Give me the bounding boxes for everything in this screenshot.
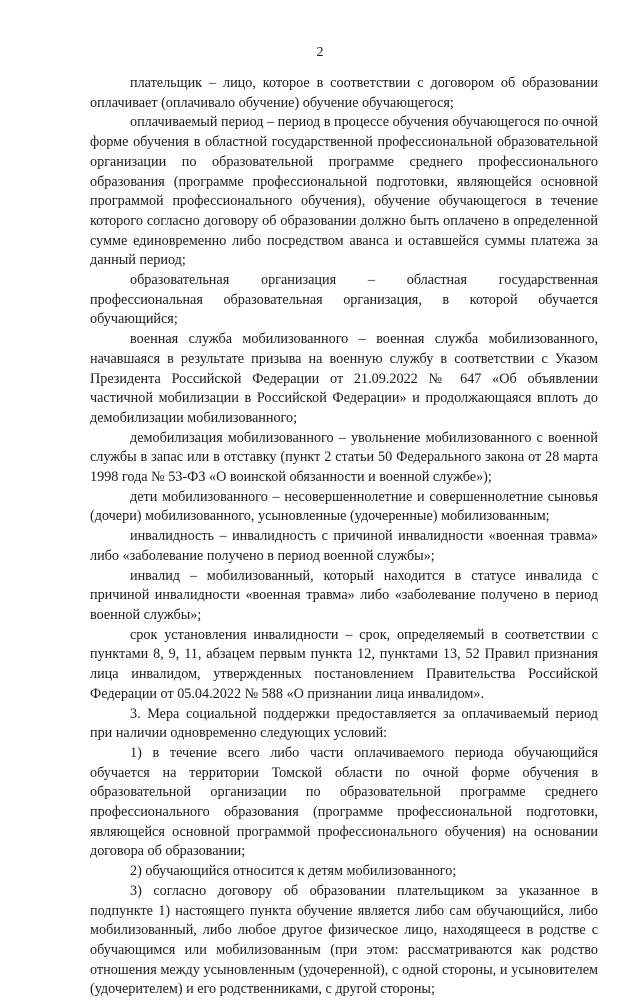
clause-3-item-3: 3) согласно договору об образовании плательщиком за указанное в подпункте 1) настоящего пункта обучение является либо сам обучающийся, либо мобилизованный, либо любое другое физическое лицо, находящееся в родстве с обучающимся или мобилизованным (при этом: рассматриваются как родство отношения между усыновленным (удочеренной), с одной стороны, и усыновителем (удочерителем) и его родственниками, с другой стороны;: [90, 882, 598, 998]
definition-disability: инвалидность – инвалидность с причиной инвалидности «военная травма» либо «заболевание получено в период военной службы»;: [90, 528, 598, 564]
page-number: 2: [316, 45, 324, 60]
definition-educational-organization: образовательная организация – областная государственная профессиональная образовательная организация, в которой обучается обучающийся;: [90, 272, 598, 328]
definition-disabled-person: инвалид – мобилизованный, который находится в статусе инвалида с причиной инвалидности «военная травма» либо «заболевание получено в период военной службы»;: [90, 567, 598, 623]
definition-disability-term: срок установления инвалидности – срок, определяемый в соответствии с пунктами 8, 9, 11, абзацем первым пункта 12, пунктами 13, 52 Правил признания лица инвалидом, утвержденных постановлением Правительства Российской Федерации от 05.04.2022 № 588 «О признании лица инвалидом».: [90, 626, 598, 702]
definition-demobilization: демобилизация мобилизованного – увольнение мобилизованного с военной службы в запас или в отставку (пункт 2 статьи 50 Федерального закона от 28 марта 1998 года № 53-ФЗ «О воинской обязанности и военной службе»);: [90, 429, 598, 486]
clause-3-item-1: 1) в течение всего либо части оплачиваемого периода обучающийся обучается на территории Томской области по очной форме обучения в образовательной организации по образовательной программе среднего профессионального образования (программе профессиональной подготовки, являющейся основной программой профессионального обучения) на основании договора об образовании;: [90, 744, 598, 860]
clause-3-intro: 3. Мера социальной поддержки предоставляется за оплачиваемый период при наличии одновременно следующих условий:: [90, 705, 598, 742]
definition-paid-period: оплачиваемый период – период в процессе обучения обучающегося по очной форме обучения в областной государственной профессиональной образовательной организации по образовательной программе среднего профессионального образования (программе профессиональной подготовки, являющейся основной программой профессионального обучения), обучение обучающегося в течение которого согласно договору об образовании должно быть оплачено в определенной сумме единовременно либо посредством аванса и оставшейся суммы платежа за данный период;: [90, 114, 598, 269]
document-body: [90, 74, 598, 1000]
definition-military-service: военная служба мобилизованного – военная служба мобилизованного, начавшаяся в результате призыва на военную службу в соответствии с Указом Президента Российской Федерации от 21.09.2022 № 647 «Об объявлении частичной мобилизации в Российской Федерации» и продолжающаяся вплоть до демобилизации мобилизованного;: [90, 331, 598, 426]
clause-3-item-2: 2) обучающийся относится к детям мобилизованного;: [130, 863, 457, 880]
definition-payer: плательщик – лицо, которое в соответствии с договором об образовании оплачивает (оплачивало обучение) обучение обучающегося;: [90, 75, 598, 111]
definition-children: дети мобилизованного – несовершеннолетние и совершеннолетние сыновья (дочери) мобилизованного, усыновленные (удочеренные) мобилизованным;: [90, 488, 598, 525]
